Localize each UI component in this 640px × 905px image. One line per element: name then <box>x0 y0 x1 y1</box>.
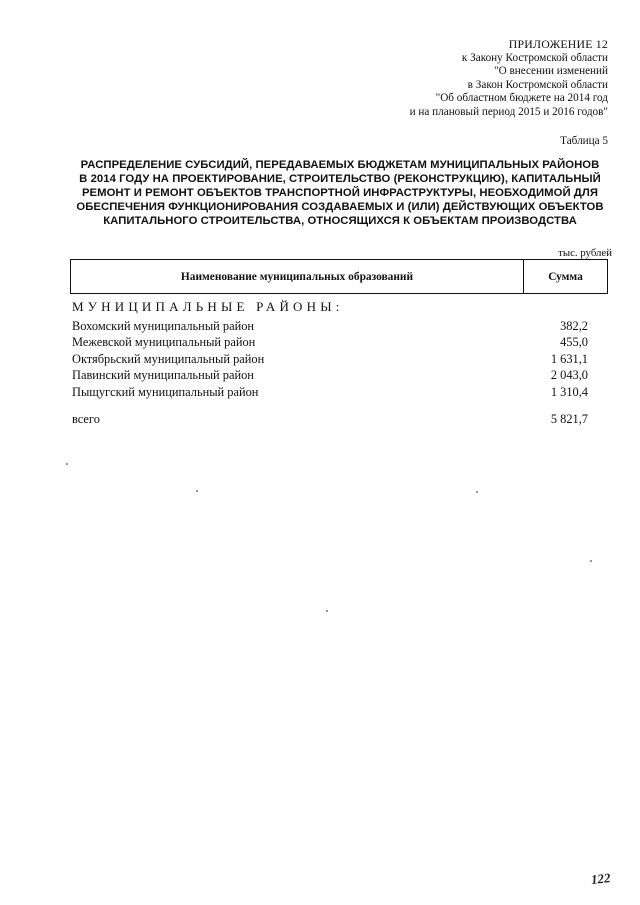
title-line: РАСПРЕДЕЛЕНИЕ СУБСИДИЙ, ПЕРЕДАВАЕМЫХ БЮДЖЕТАМ МУНИЦИПАЛЬНЫХ РАЙОНОВ <box>80 159 600 171</box>
title-line: РЕМОНТ И РЕМОНТ ОБЪЕКТОВ ТРАНСПОРТНОЙ ИНФРАСТРУКТУРЫ, НЕОБХОДИМОЙ ДЛЯ <box>81 187 599 199</box>
row-value: 2 043,0 <box>550 368 588 383</box>
scan-speck <box>196 490 198 492</box>
scan-speck <box>476 491 478 493</box>
row-name: Павинский муниципальный район <box>72 368 254 383</box>
appendix-line: к Закону Костромской области <box>461 51 608 64</box>
row-value: 455,0 <box>560 335 588 350</box>
row-value: 1 310,4 <box>550 384 588 399</box>
total-row <box>72 411 588 427</box>
table-row <box>72 367 588 383</box>
title-line: В 2014 ГОДУ НА ПРОЕКТИРОВАНИЕ, СТРОИТЕЛЬСТВО (РЕКОНСТРУКЦИЮ), КАПИТАЛЬНЫЙ <box>79 173 601 185</box>
table-number: Таблица 5 <box>560 135 608 147</box>
units-label: тыс. рублей <box>558 247 612 259</box>
document-title <box>70 158 610 228</box>
row-name: Вохомский муниципальный район <box>72 319 255 333</box>
section-label: МУНИЦИПАЛЬНЫЕ РАЙОНЫ: <box>72 299 344 314</box>
handwritten-page-number: 122 <box>589 870 611 887</box>
appendix-line: "Об областном бюджете на 2014 год <box>435 92 608 105</box>
table-row <box>72 334 588 350</box>
column-header-sum: Сумма <box>548 270 583 283</box>
column-header-name: Наименование муниципальных образований <box>71 260 524 293</box>
appendix-line: "О внесении изменений <box>494 65 608 78</box>
title-line: ОБЕСПЕЧЕНИЯ ФУНКЦИОНИРОВАНИЯ СОЗДАВАЕМЫХ И (ИЛИ) ДЕЙСТВУЮЩИХ ОБЪЕКТОВ <box>76 201 604 213</box>
scan-speck <box>590 560 592 562</box>
table-row <box>72 384 588 400</box>
table-header <box>70 259 608 294</box>
row-name: Пыщугский муниципальный район <box>72 384 259 399</box>
table-row <box>72 318 588 334</box>
scan-speck <box>326 610 328 612</box>
appendix-line: и на плановый период 2015 и 2016 годов" <box>409 105 608 118</box>
appendix-header <box>410 38 608 120</box>
appendix-title: ПРИЛОЖЕНИЕ 12 <box>508 37 608 51</box>
total-value: 5 821,7 <box>550 412 588 426</box>
table-body <box>72 318 588 400</box>
title-line: КАПИТАЛЬНОГО СТРОИТЕЛЬСТВА, ОТНОСЯЩИХСЯ К ОБЪЕКТАМ ПРОИЗВОДСТВА <box>103 215 577 227</box>
row-name: Межевской муниципальный район <box>72 335 256 350</box>
total-label: всего <box>72 412 100 426</box>
row-value: 382,2 <box>560 319 588 333</box>
scan-speck <box>66 463 68 465</box>
appendix-line: в Закон Костромской области <box>467 78 608 91</box>
row-name: Октябрьский муниципальный район <box>72 351 265 366</box>
row-value: 1 631,1 <box>550 351 588 366</box>
table-row <box>72 351 588 367</box>
